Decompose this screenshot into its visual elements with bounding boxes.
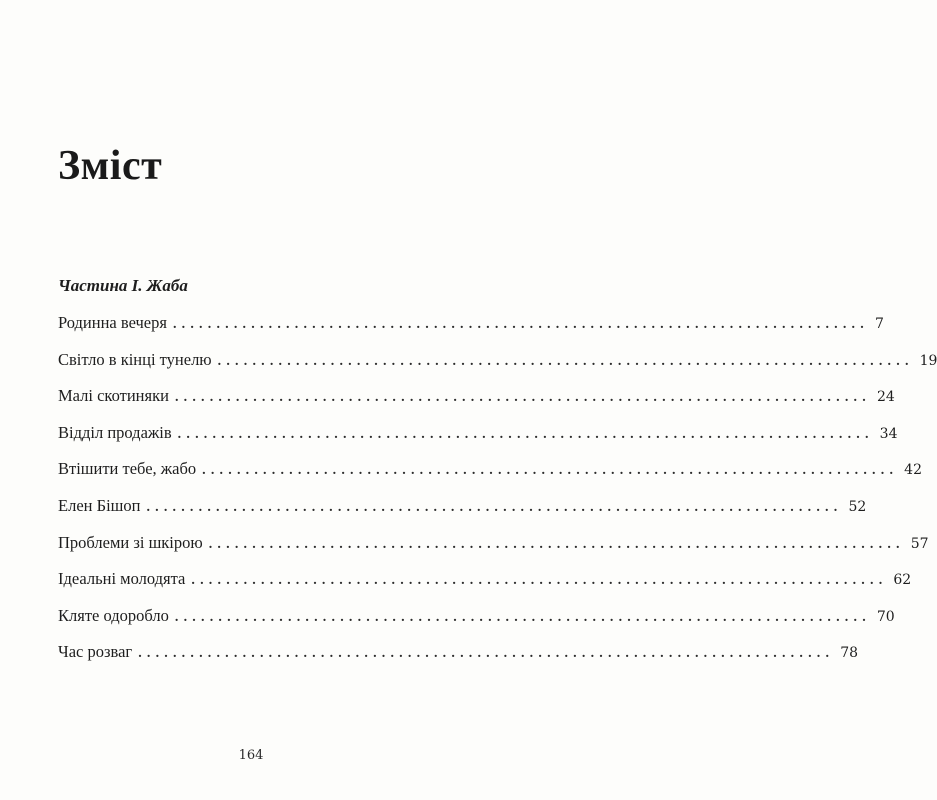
page-title: Зміст (58, 143, 163, 189)
toc-dot-leader: ................................................................................ (138, 646, 835, 662)
toc-entry-title: Проблеми зі шкірою (58, 532, 203, 552)
toc-entry (58, 569, 912, 606)
toc-entry-page: 19 (919, 352, 937, 369)
toc-dot-leader: ................................................................................ (174, 609, 871, 625)
part-heading: Частина І. Жаба (58, 276, 188, 295)
toc-entry (58, 349, 937, 387)
toc-entry (58, 495, 867, 533)
toc-dot-leader: ................................................................................ (191, 573, 888, 589)
toc-entry-page: 34 (879, 425, 898, 442)
table-of-contents (58, 313, 937, 679)
toc-entry-page: 7 (874, 316, 884, 332)
toc-entry-title: Родинна вечеря (58, 313, 167, 332)
toc-entry-page: 62 (893, 572, 912, 589)
toc-entry-title: Час розваг (58, 642, 133, 662)
toc-entry (58, 532, 929, 570)
toc-entry-title: Світло в кінці тунелю (58, 349, 212, 369)
toc-entry (58, 642, 859, 679)
toc-entry (58, 386, 895, 423)
toc-entry-title: Кляте одоробло (58, 605, 169, 625)
toc-dot-leader: ................................................................................ (208, 536, 905, 552)
toc-entry-page: 78 (840, 645, 859, 662)
toc-entry-page: 24 (876, 389, 895, 406)
toc-entry-page: 57 (910, 535, 929, 552)
toc-entry (58, 422, 898, 460)
toc-entry (58, 459, 922, 496)
toc-entry (58, 605, 895, 643)
toc-entry-title: Малі скотиняки (58, 386, 169, 406)
toc-dot-leader: ................................................................................ (177, 426, 874, 442)
toc-entry (58, 313, 884, 350)
toc-dot-leader: ................................................................................ (172, 317, 869, 332)
toc-dot-leader: ................................................................................ (146, 499, 843, 515)
toc-entry-title: Втішити тебе, жабо (58, 459, 197, 479)
toc-entry-title: Відділ продажів (58, 422, 172, 442)
toc-entry-title: Ідеальні молодята (58, 569, 186, 589)
toc-entry-page: 70 (876, 608, 895, 625)
toc-entry-page: 52 (848, 498, 867, 515)
page-number: 164 (238, 748, 264, 763)
toc-dot-leader: ................................................................................ (217, 353, 914, 369)
toc-dot-leader: ................................................................................ (174, 390, 871, 406)
toc-entry-page: 42 (904, 462, 922, 479)
toc-entry-title: Елен Бішоп (58, 495, 141, 515)
toc-dot-leader: ................................................................................ (202, 463, 899, 479)
